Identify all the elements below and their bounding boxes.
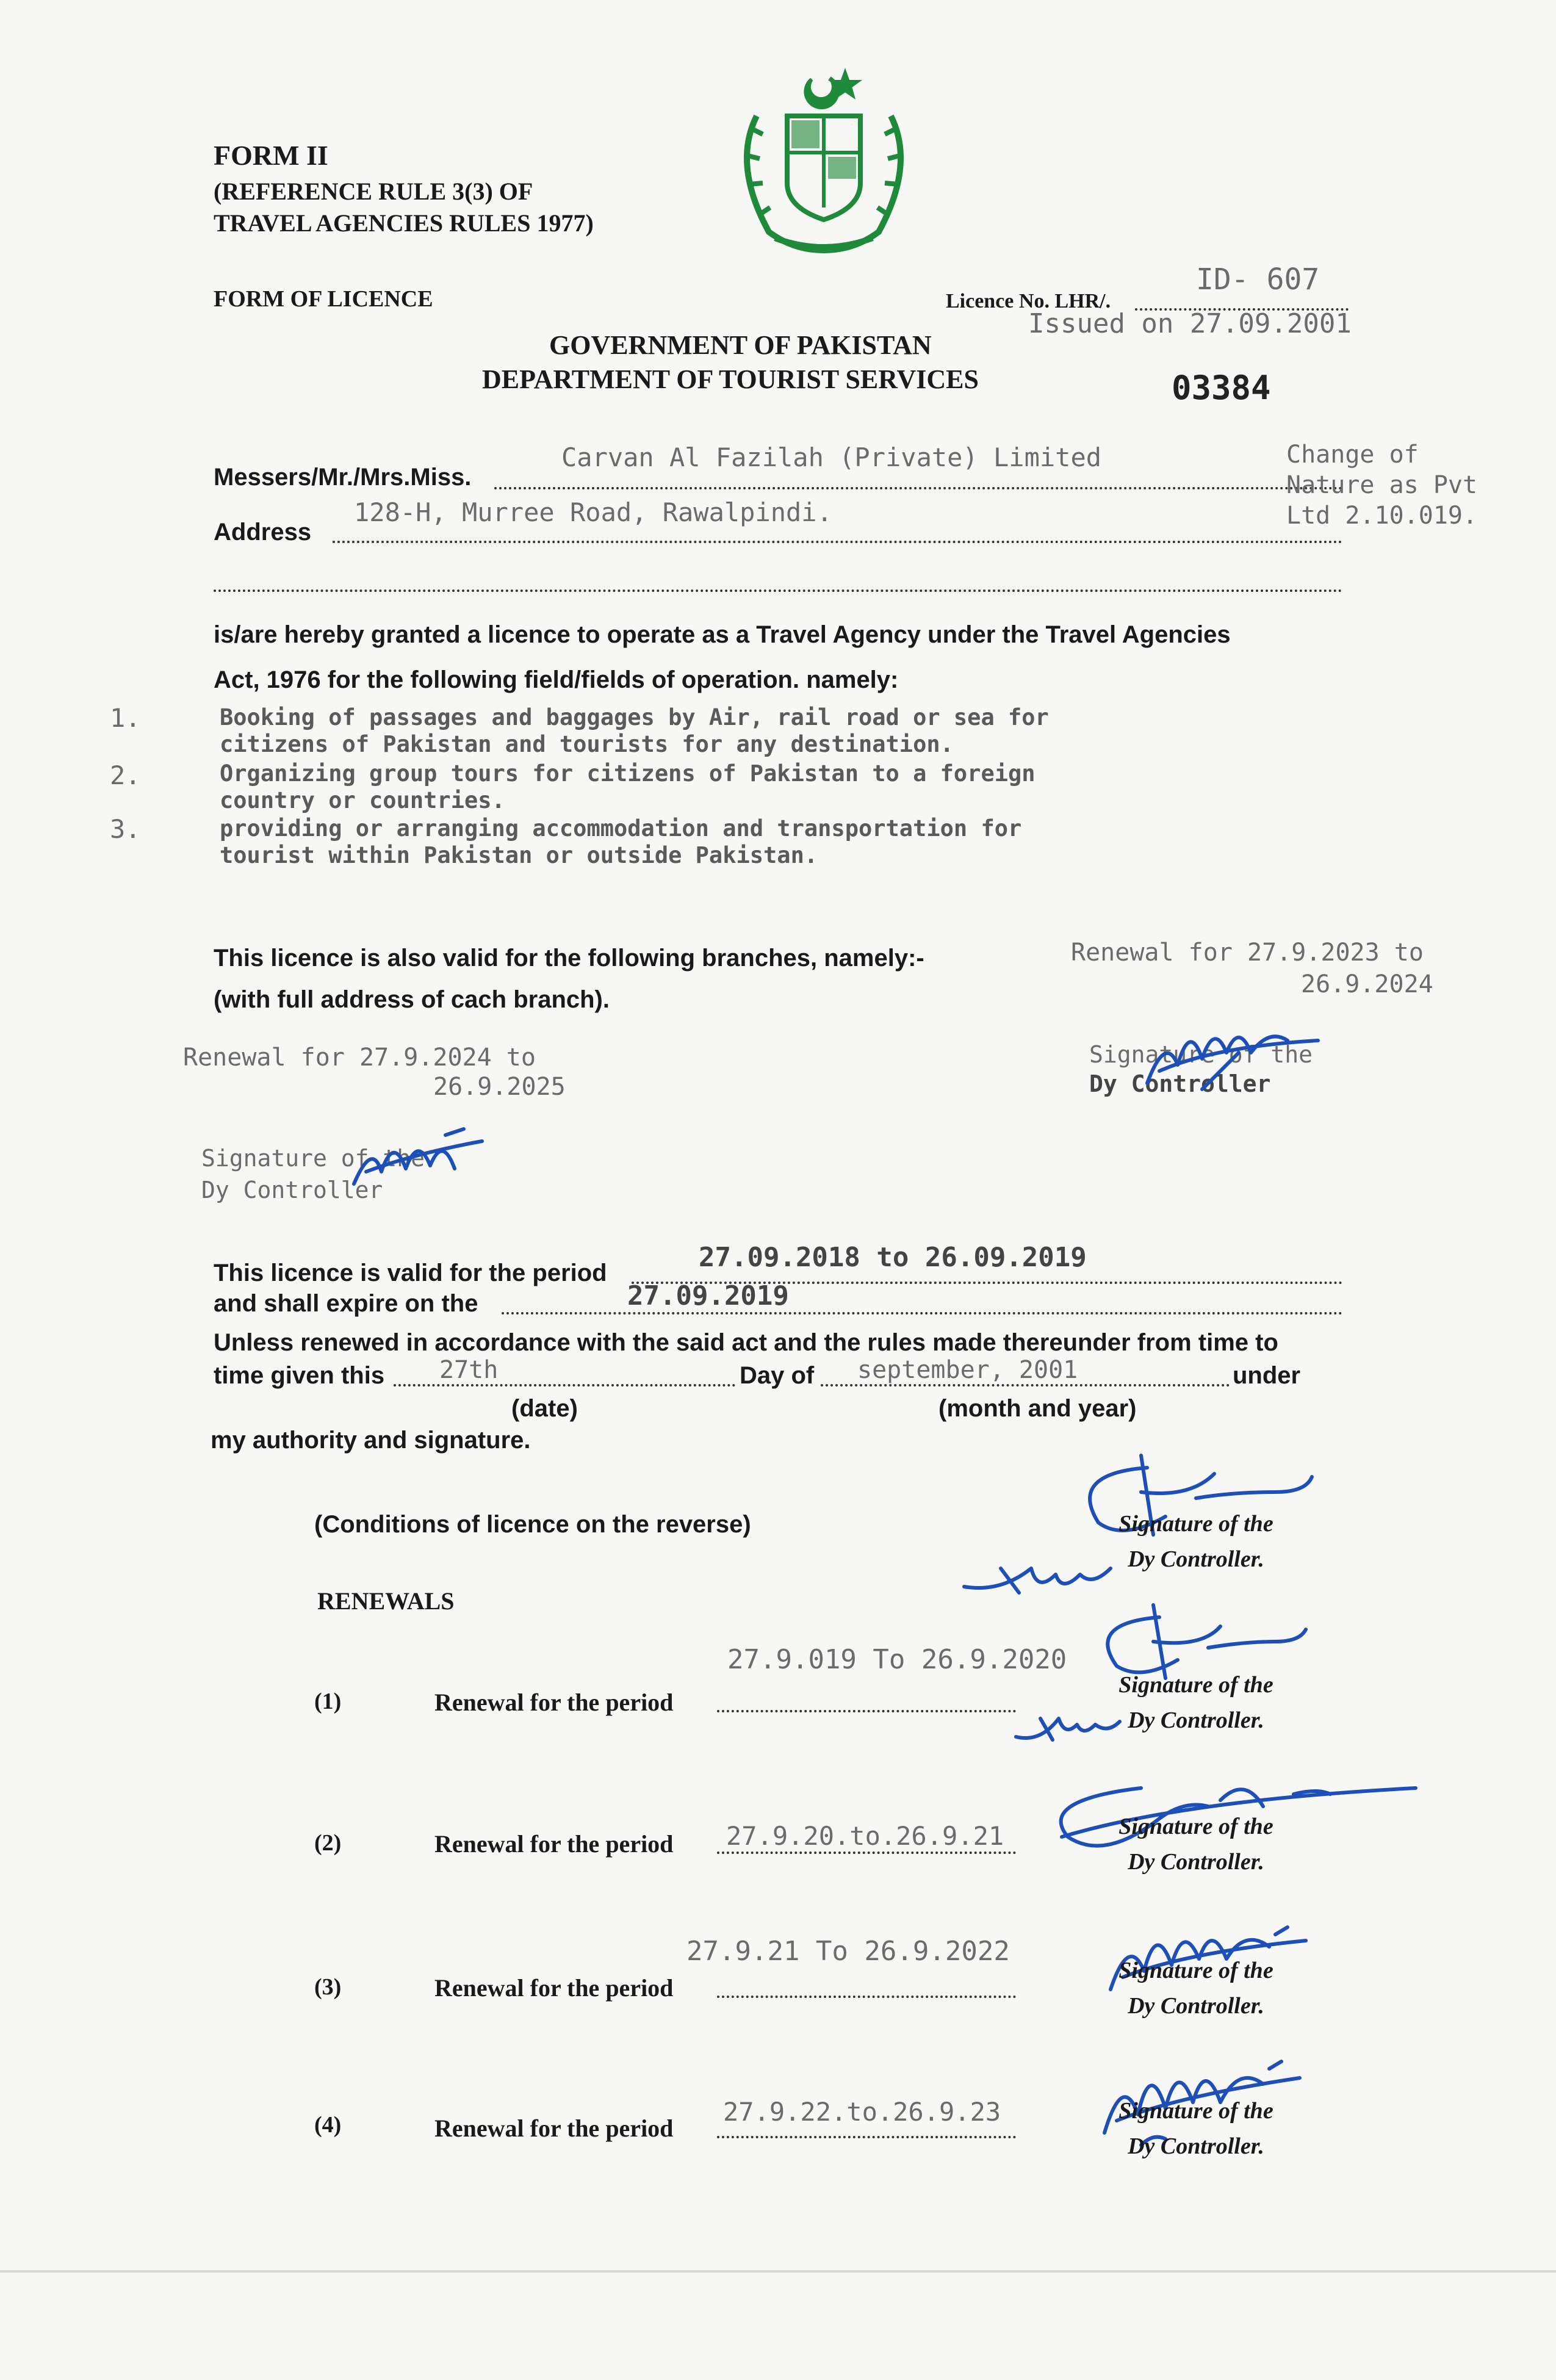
field-text-line2: tourist within Pakistan or outside Pakistan.	[220, 842, 818, 868]
initials-scribble	[958, 1544, 1141, 1605]
issued-date: Issued on 27.09.2001	[1028, 308, 1352, 339]
signature-label: Signature of the Dy Controller.	[1118, 1958, 1273, 2019]
authority-text: my authority and signature.	[211, 1427, 531, 1454]
form-number: FORM II	[214, 140, 328, 171]
renewal-line	[717, 1996, 1016, 1998]
reference-rule: (REFERENCE RULE 3(3) OF	[214, 178, 533, 205]
state-emblem-icon	[720, 61, 927, 262]
field-text: providing or arranging accommodation and transportation for	[220, 815, 1022, 842]
renewal-stamp-left: Renewal for 27.9.2024 to	[183, 1044, 536, 1072]
renewal-label: Renewal for the period	[434, 2115, 674, 2142]
addressee-name: Carvan Al Fazilah (Private) Limited	[561, 442, 1102, 472]
stamp-left-signature-label: Signature of the	[201, 1145, 425, 1172]
address-line2	[214, 590, 1342, 592]
grant-text-line2: Act, 1976 for the following field/fields of operation. namely:	[214, 666, 899, 693]
signature-label: Signature of the Dy Controller.	[1118, 2098, 1273, 2159]
given-label: time given this	[214, 1362, 385, 1389]
given-line	[394, 1384, 735, 1387]
stamp-right-signature-label-line2: Dy Controller	[1089, 1070, 1271, 1097]
field-text-line2: citizens of Pakistan and tourists for any destination.	[220, 731, 954, 757]
renewal-number: (1)	[314, 1689, 342, 1714]
signature-scribble	[1135, 1016, 1355, 1102]
renewal-stamp-right: Renewal for 27.9.2023 to	[1071, 939, 1424, 967]
initials-scribble	[1010, 1700, 1132, 1749]
field-text-line2: country or countries.	[220, 787, 505, 813]
renewal-line	[717, 2136, 1016, 2138]
branches-text: This licence is also valid for the following branches, namely:-	[214, 945, 924, 972]
reference-rule-line2: TRAVEL AGENCIES RULES 1977)	[214, 209, 594, 237]
expire-label: and shall expire on the	[214, 1290, 478, 1317]
month-year-value: september, 2001	[857, 1356, 1078, 1384]
day-of-label: Day of	[740, 1362, 815, 1389]
address-label: Address	[214, 519, 312, 546]
expire-line	[502, 1312, 1342, 1314]
renewal-number: (3)	[314, 1974, 342, 2000]
renewal-label: Renewal for the period	[434, 1974, 674, 2002]
addressee-label: Messers/Mr./Mrs.Miss.	[214, 464, 472, 491]
renewal-line	[717, 1710, 1016, 1712]
under-label: under	[1233, 1362, 1301, 1389]
renewal-number: (2)	[314, 1830, 342, 1856]
field-number: 3.	[110, 814, 141, 844]
month-line	[821, 1384, 1230, 1387]
department-title: DEPARTMENT OF TOURIST SERVICES	[482, 364, 979, 394]
given-day-value: 27th	[439, 1356, 499, 1384]
addressee-line	[494, 487, 1342, 489]
renewal-condition-text: Unless renewed in accordance with the said act and the rules made thereunder from time to	[214, 1329, 1278, 1356]
renewal-label: Renewal for the period	[434, 1689, 674, 1716]
validity-period-label: This licence is valid for the period	[214, 1260, 607, 1286]
renewal-period-value: 27.9.21 To 26.9.2022	[686, 1936, 1010, 1967]
nature-change-note: Change of	[1286, 441, 1419, 469]
renewals-heading: RENEWALS	[317, 1587, 455, 1615]
nature-change-note-line2: Nature as Pvt	[1286, 471, 1478, 499]
date-caption: (date)	[511, 1395, 578, 1422]
renewal-period-value: 27.9.20.to.26.9.21	[726, 1821, 1004, 1851]
address-line	[333, 541, 1342, 543]
signature-label: Signature of the Dy Controller.	[1118, 1511, 1273, 1572]
serial-number: 03384	[1172, 369, 1271, 407]
signature-label: Signature of the Dy Controller.	[1118, 1814, 1273, 1875]
renewal-period-value: 27.9.019 To 26.9.2020	[727, 1644, 1067, 1675]
field-text: Booking of passages and baggages by Air, rail road or sea for	[220, 704, 1049, 730]
renewal-stamp-left-line2: 26.9.2025	[433, 1073, 566, 1101]
stamp-right-signature-label: Signature of the	[1089, 1041, 1313, 1068]
validity-period-value: 27.09.2018 to 26.09.2019	[699, 1242, 1087, 1273]
field-number: 1.	[110, 703, 141, 733]
address-value: 128-H, Murree Road, Rawalpindi.	[354, 497, 832, 527]
form-of-licence-title: FORM OF LICENCE	[214, 286, 433, 312]
government-title: GOVERNMENT OF PAKISTAN	[549, 330, 932, 360]
month-year-caption: (month and year)	[938, 1395, 1137, 1422]
stamp-left-signature-label-line2: Dy Controller	[201, 1177, 383, 1203]
licence-no-label: Licence No. LHR/.	[946, 290, 1111, 312]
conditions-note: (Conditions of licence on the reverse)	[314, 1511, 751, 1538]
grant-text: is/are hereby granted a licence to operate as a Travel Agency under the Travel Agencies	[214, 621, 1231, 648]
licence-id: ID- 607	[1196, 262, 1320, 297]
renewal-number: (4)	[314, 2112, 342, 2138]
nature-change-note-line3: Ltd 2.10.019.	[1286, 502, 1478, 530]
signature-label: Signature of the Dy Controller.	[1118, 1672, 1273, 1733]
renewal-line	[717, 1852, 1016, 1854]
field-text: Organizing group tours for citizens of Pakistan to a foreign	[220, 760, 1036, 787]
signature-scribble	[342, 1123, 500, 1202]
renewal-label: Renewal for the period	[434, 1830, 674, 1858]
branches-text-line2: (with full address of cach branch).	[214, 986, 610, 1013]
renewal-period-value: 27.9.22.to.26.9.23	[723, 2097, 1001, 2127]
renewal-stamp-right-line2: 26.9.2024	[1301, 970, 1433, 998]
page-edge	[0, 2270, 1556, 2273]
field-number: 2.	[110, 760, 141, 790]
expire-value: 27.09.2019	[627, 1280, 789, 1311]
